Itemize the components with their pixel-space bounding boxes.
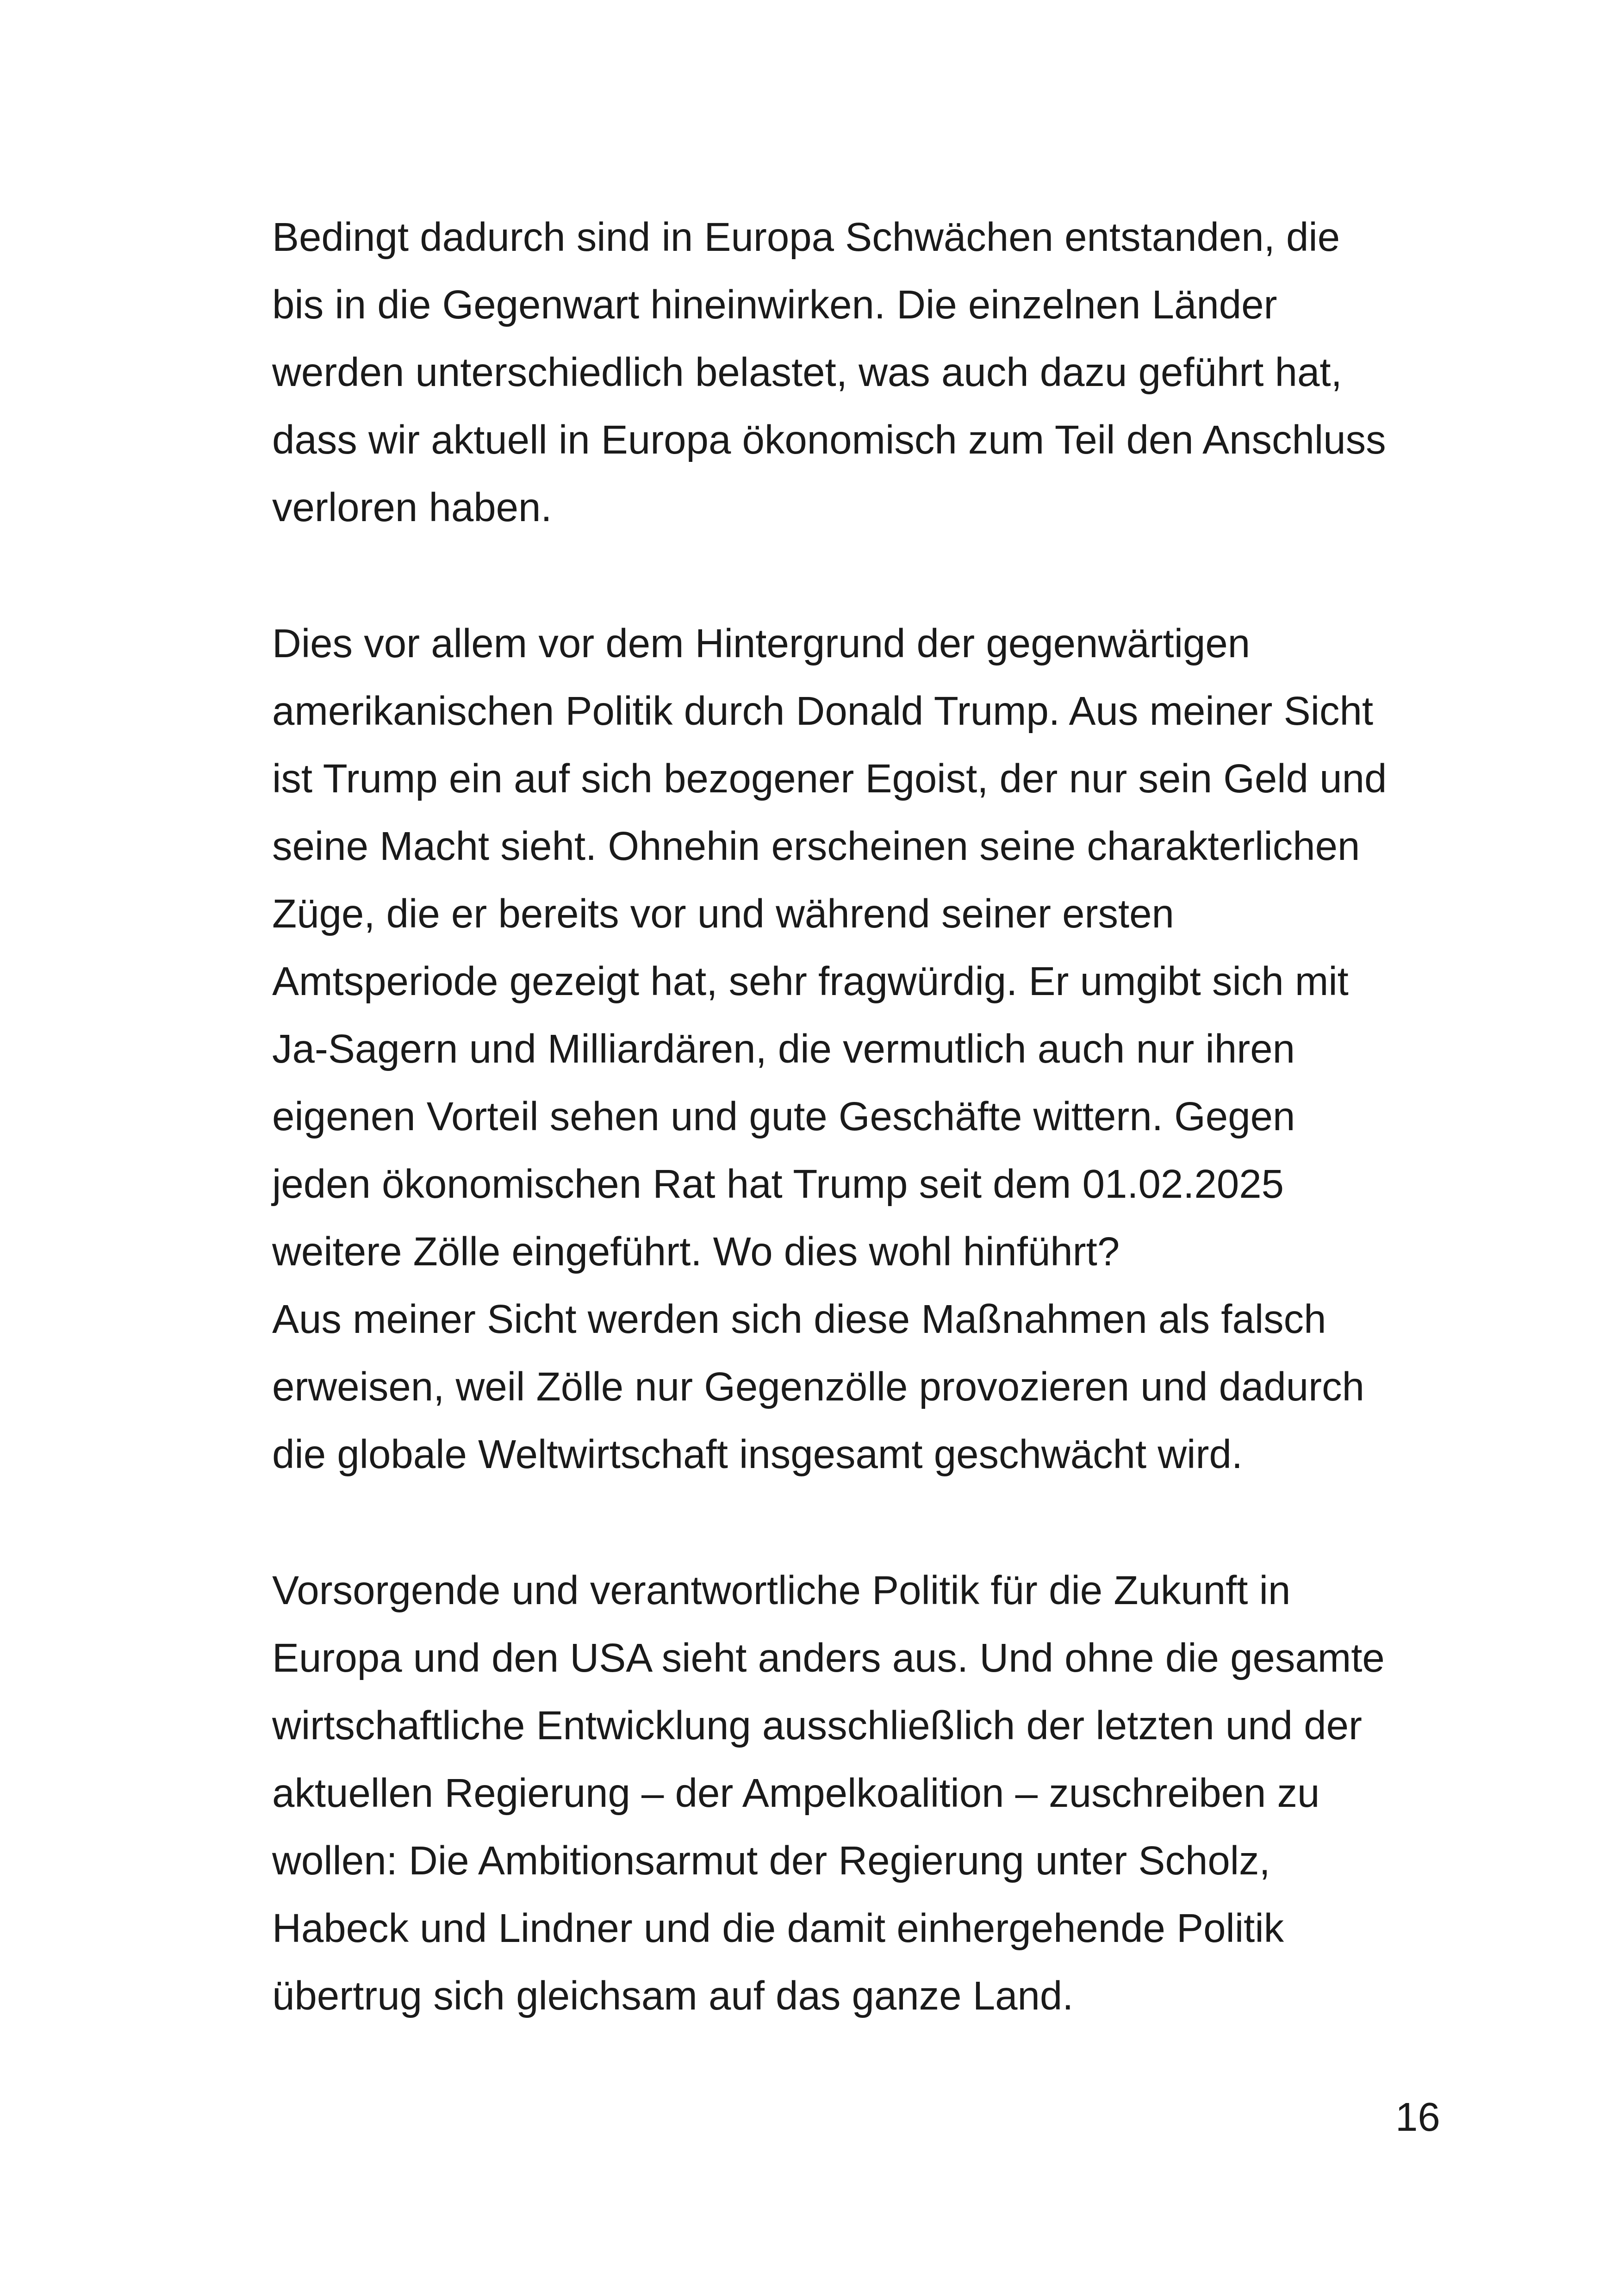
paragraph-1 [272,204,1485,541]
text-line: Aus meiner Sicht werden sich diese Maßnahmen als falsch [272,1297,1326,1342]
text-line: Habeck und Lindner und die damit einhergehende Politik [272,1906,1284,1951]
paragraph-spacer [272,1488,1485,1557]
text-line: übertrug sich gleichsam auf das ganze Land. [272,1973,1074,2018]
text-line: aktuellen Regierung – der Ampelkoalition – zuschreiben zu [272,1771,1320,1816]
text-line: Dies vor allem vor dem Hintergrund der gegenwärtigen [272,621,1251,666]
text-line: Europa und den USA sieht anders aus. Und ohne die gesamte [272,1636,1385,1680]
page-number: 16 [1395,2095,1440,2140]
text-line: eigenen Vorteil sehen und gute Geschäfte wittern. Gegen [272,1094,1295,1139]
text-line: Vorsorgende und verantwortliche Politik für die Zukunft in [272,1568,1291,1613]
text-line: die globale Weltwirtschaft insgesamt geschwächt wird. [272,1432,1243,1477]
text-line: Bedingt dadurch sind in Europa Schwächen entstanden, die [272,215,1340,260]
text-line: wollen: Die Ambitionsarmut der Regierung unter Scholz, [272,1838,1270,1883]
text-line: Amtsperiode gezeigt hat, sehr fragwürdig. Er umgibt sich mit [272,959,1349,1004]
body-text [272,204,1485,2030]
text-line: verloren haben. [272,485,552,530]
text-line: werden unterschiedlich belastet, was auch dazu geführt hat, [272,350,1342,395]
text-line: erweisen, weil Zölle nur Gegenzölle provozieren und dadurch [272,1364,1365,1409]
text-line: wirtschaftliche Entwicklung ausschließlich der letzten und der [272,1703,1362,1748]
text-line: Ja-Sagern und Milliardären, die vermutlich auch nur ihren [272,1027,1295,1071]
paragraph-spacer [272,541,1485,610]
text-line: ist Trump ein auf sich bezogener Egoist, der nur sein Geld und [272,756,1387,801]
text-line: seine Macht sieht. Ohnehin erscheinen seine charakterlichen [272,824,1360,869]
text-line: bis in die Gegenwart hineinwirken. Die einzelnen Länder [272,282,1277,327]
text-line: Züge, die er bereits vor und während seiner ersten [272,891,1174,936]
paragraph-3 [272,1557,1485,2030]
text-line: weitere Zölle eingeführt. Wo dies wohl hinführt? [272,1229,1120,1274]
text-line: dass wir aktuell in Europa ökonomisch zum Teil den Anschluss [272,417,1386,462]
text-line: jeden ökonomischen Rat hat Trump seit dem 01.02.2025 [272,1162,1284,1207]
text-line: amerikanischen Politik durch Donald Trump. Aus meiner Sicht [272,689,1374,734]
paragraph-2 [272,610,1485,1488]
